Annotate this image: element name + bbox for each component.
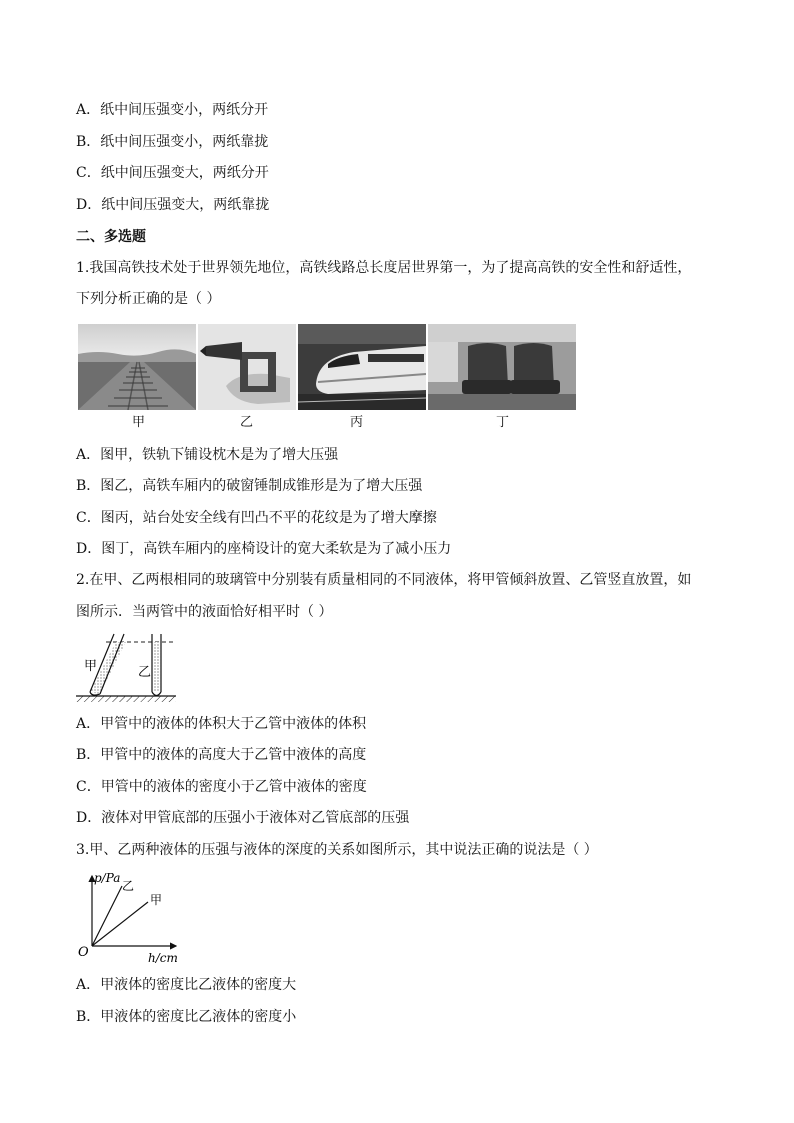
photo-train-seats <box>428 324 576 410</box>
q2-option-d: D．液体对甲管底部的压强小于液体对乙管底部的压强 <box>76 810 410 826</box>
y-axis-label: p/Pa <box>94 871 121 885</box>
origin-label: O <box>78 945 89 960</box>
line-label-jia: 甲 <box>150 893 163 907</box>
photo-railway-track <box>78 324 196 410</box>
tubes-diagram <box>76 632 186 704</box>
photo-high-speed-train <box>298 324 426 410</box>
prev-option-d: D．纸中间压强变大，两纸靠拢 <box>76 197 270 213</box>
q1-option-b: B．图乙，高铁车厢内的破窗锤制成锥形是为了增大压强 <box>76 478 423 494</box>
caption-ding: 丁 <box>496 415 510 430</box>
q3-option-a: A．甲液体的密度比乙液体的密度大 <box>76 977 297 993</box>
prev-option-a: A．纸中间压强变小，两纸分开 <box>76 102 269 118</box>
line-label-yi: 乙 <box>122 879 135 893</box>
q1-stem-line1: 1.我国高铁技术处于世界领先地位，高铁线路总长度居世界第一，为了提高高铁的安全性和舒适性， <box>76 260 692 276</box>
q2-stem-line2: 图所示．当两管中的液面恰好相平时（ ） <box>76 604 333 620</box>
q1-option-d: D．图丁，高铁车厢内的座椅设计的宽大柔软是为了减小压力 <box>76 541 452 557</box>
q2-option-a: A．甲管中的液体的体积大于乙管中液体的体积 <box>76 716 367 732</box>
caption-yi: 乙 <box>240 415 254 430</box>
caption-jia: 甲 <box>132 415 146 430</box>
x-axis-label: h/cm <box>148 951 178 965</box>
line-jia <box>92 902 148 946</box>
tube-label-yi: 乙 <box>138 665 152 680</box>
section-title: 二、多选题 <box>76 229 146 245</box>
tube-label-jia: 甲 <box>84 659 98 674</box>
q3-stem: 3.甲、乙两种液体的压强与液体的深度的关系如图所示，其中说法正确的说法是（ ） <box>76 842 598 858</box>
prev-option-c: C．纸中间压强变大，两纸分开 <box>76 165 269 181</box>
caption-bing: 丙 <box>350 415 364 430</box>
q1-option-c: C．图丙，站台处安全线有凹凸不平的花纹是为了增大摩擦 <box>76 510 437 526</box>
pressure-depth-graph <box>76 868 186 968</box>
q2-option-c: C．甲管中的液体的密度小于乙管中液体的密度 <box>76 779 367 795</box>
q1-option-a: A．图甲，铁轨下铺设枕木是为了增大压强 <box>76 447 339 463</box>
q3-option-b: B．甲液体的密度比乙液体的密度小 <box>76 1009 297 1025</box>
prev-option-b: B．纸中间压强变小，两纸靠拢 <box>76 134 269 150</box>
line-yi <box>92 886 122 946</box>
q2-option-b: B．甲管中的液体的高度大于乙管中液体的高度 <box>76 747 367 763</box>
q2-stem-line1: 2.在甲、乙两根相同的玻璃管中分别装有质量相同的不同液体，将甲管倾斜放置、乙管竖直放置，如 <box>76 572 692 588</box>
photo-safety-hammer <box>198 324 296 410</box>
q1-stem-line2: 下列分析正确的是（ ） <box>76 291 221 307</box>
